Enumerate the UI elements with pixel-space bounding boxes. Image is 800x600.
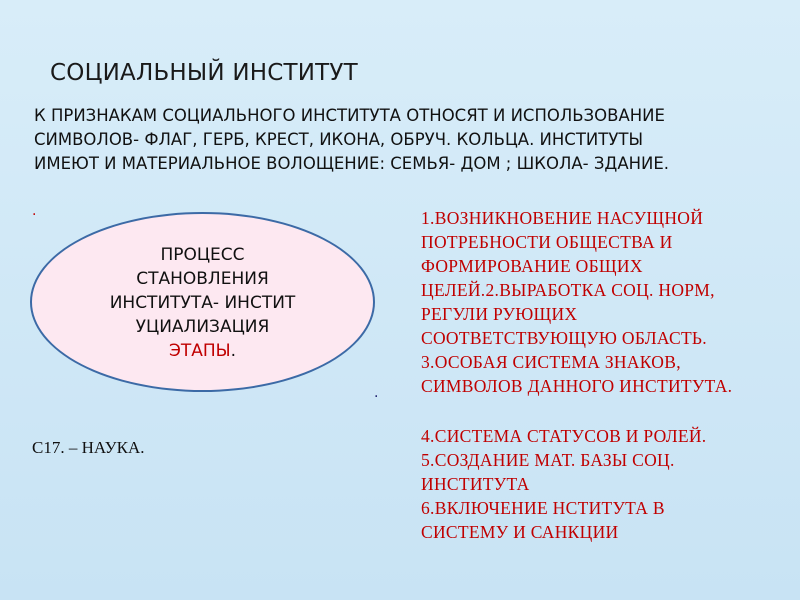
intro-line: СИМВОЛОВ- ФЛАГ, ГЕРБ, КРЕСТ, ИКОНА, ОБРУЧ. КОЛЬЦА. ИНСТИТУТЫ <box>34 130 644 149</box>
list-item: 3.ОСОБАЯ СИСТЕМА ЗНАКОВ, <box>421 352 681 372</box>
list-item: СИМВОЛОВ ДАННОГО ИНСТИТУТА. <box>421 376 733 396</box>
science-note: С17. – НАУКА. <box>32 438 145 457</box>
list-item: 6.ВКЛЮЧЕНИЕ НСТИТУТА В <box>421 498 665 518</box>
decorative-dot: . <box>374 385 379 401</box>
list-item: ФОРМИРОВАНИЕ ОБЩИХ <box>421 256 643 276</box>
ellipse-line: ИНСТИТУТА- ИНСТИТ <box>109 293 296 313</box>
list-item: 4.СИСТЕМА СТАТУСОВ И РОЛЕЙ. <box>421 426 707 446</box>
stages-dot: . <box>230 341 237 361</box>
ellipse-line: ПРОЦЕСС <box>160 245 245 265</box>
ellipse-line: УЦИАЛИЗАЦИЯ <box>135 317 270 337</box>
ellipse-text <box>30 243 375 363</box>
decorative-dot: . <box>32 203 37 219</box>
list-item: СООТВЕТСТВУЮЩУЮ ОБЛАСТЬ. <box>421 328 707 348</box>
stages-label: ЭТАПЫ <box>168 341 231 361</box>
list-item: СИСТЕМУ И САНКЦИИ <box>421 522 619 542</box>
list-item: 1.ВОЗНИКНОВЕНИЕ НАСУЩНОЙ <box>421 208 704 228</box>
list-item: ПОТРЕБНОСТИ ОБЩЕСТВА И <box>421 232 673 252</box>
list-item: ЦЕЛЕЙ.2.ВЫРАБОТКА СОЦ. НОРМ, <box>421 280 715 300</box>
stages-list <box>421 206 791 544</box>
intro-line: К ПРИЗНАКАМ СОЦИАЛЬНОГО ИНСТИТУТА ОТНОСЯТ И ИСПОЛЬЗОВАНИЕ <box>34 106 665 125</box>
ellipse-line: СТАНОВЛЕНИЯ <box>136 269 269 289</box>
intro-paragraph <box>34 104 774 176</box>
list-item: 5.СОЗДАНИЕ МАТ. БАЗЫ СОЦ. <box>421 450 675 470</box>
slide-title: СОЦИАЛЬНЫЙ ИНСТИТУТ <box>50 60 358 86</box>
ellipse-stages-line <box>30 339 375 363</box>
intro-line: ИМЕЮТ И МАТЕРИАЛЬНОЕ ВОЛОЩЕНИЕ: СЕМЬЯ- ДОМ ; ШКОЛА- ЗДАНИЕ. <box>34 154 670 173</box>
list-gap <box>421 398 791 424</box>
list-item: РЕГУЛИ РУЮЩИХ <box>421 304 578 324</box>
list-item: ИНСТИТУТА <box>421 474 530 494</box>
